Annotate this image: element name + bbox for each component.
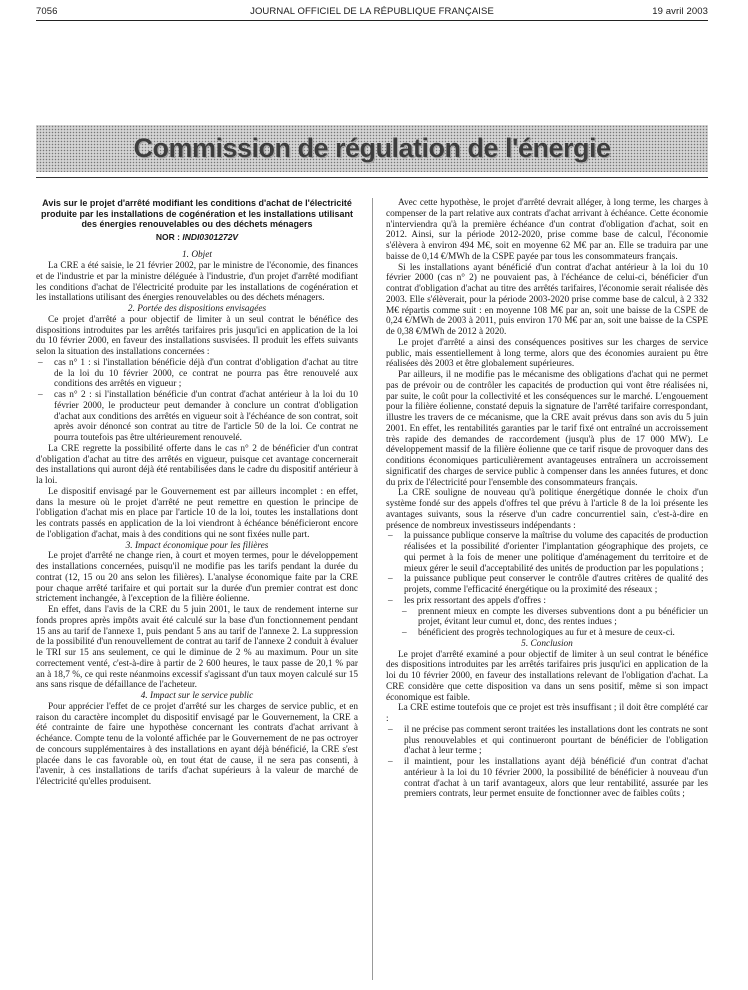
conclusion-list	[386, 725, 708, 800]
paragraph: La CRE souligne de nouveau qu'à politique énergétique donnée le choix d'un système fondé sur des appels d'offres tel que prévu à l'article 8 de la loi présente les avantages suivants, sous la réserve d'un cadre concurrentiel sain, c'est-à-dire en présence de nombreux investisseurs indépendants :	[386, 488, 708, 531]
list-item: – les prix ressortant des appels d'offres :	[388, 595, 546, 606]
list-item: – la puissance publique peut conserver le contrôle d'autres critères de qualité des projets, comme l'efficacité énergétique ou la proximité des réseaux ;	[388, 574, 708, 595]
page-number: 7056	[36, 6, 58, 17]
section-banner	[36, 125, 708, 172]
list-item: – cas n° 2 : si l'installation bénéficie d'un contrat d'achat antérieur à la loi du 10 février 2000, le producteur peut demander à conclure un contrat d'obligation d'achat aux conditions des arrêtés en vigueur soit à l'échéance de son contrat, soit après avoir dénoncé son contrat au titre de l'article 50 de la loi. Ce contrat ne pourra toutefois pas être ultérieurement renouvelé.	[38, 390, 358, 443]
list-item: – bénéficient des progrès technologiques au fur et à mesure de ceux-ci.	[402, 628, 675, 638]
list-item: – il ne précise pas comment seront traitées les installations dont les contrats ne sont plus renouvelables et qui continueront pourtant de bénéficier de l'obligation d'achat à leur terme ;	[388, 724, 708, 757]
paragraph: Si les installations ayant bénéficié d'un contrat d'achat antérieur à la loi du 10 février 2000 (cas n° 2) ne pouvaient pas, à l'échéance de celui-ci, bénéficier d'un contrat d'obligation d'achat au titre des arrêtés tarifaires, l'économie serait réalisée dès 2003. Elle s'élèverait, pour la période 2003-2020 prise comme base de calcul, à 2 332 M€ répartis comme suit : en moyenne 108 M€ par an, soit une baisse de la CSPE de 0,24 €/MWh de 2003 à 2011, puis environ 170 M€ par an, soit une baisse de la CSPE de 0,38 €/MWh de 2012 à 2020.	[386, 262, 708, 337]
banner-rule	[36, 177, 708, 178]
case-list	[36, 358, 358, 444]
paragraph: Le projet d'arrêté a ainsi des conséquences positives sur les charges de service public, mais essentiellement à long terme, alors que des économies auraient pu être réalisées dès 2003 et être globalement supérieures.	[386, 337, 708, 370]
paragraph: La CRE regrette la possibilité offerte dans le cas n° 2 de bénéficier d'un contrat d'obligation d'achat au titre des arrêtés en vigueur, puisque cet avantage concernerait des installations qui auront déjà été rentabilisées dans le cadre du dispositif antérieur à la loi.	[36, 443, 358, 486]
banner-title: Commission de régulation de l'énergie	[133, 133, 611, 163]
advantages-list	[386, 531, 708, 606]
paragraph: Pour apprécier l'effet de ce projet d'arrêté sur les charges de service public, et en raison du caractère incomplet du dispositif envisagé par le Gouvernement, la CRE a été contrainte de faire une hypothèse concernant les contrats d'achat arrivant à échéance. Compte tenu de la volonté affichée par le Gouvernement de ne pas octroyer de concours supplémentaires à des installations en ayant déjà bénéficié, la CRE s'est placée dans le cas favorable où, en tout état de cause, il ne sera pas consenti, à l'avenir, à ces installations de tarifs d'achat supérieurs à la valeur de marché de l'électricité qu'elles produisent.	[36, 701, 358, 787]
article-title: Avis sur le projet d'arrêté modifiant les conditions d'achat de l'électricité produite par les installations de cogénération et les installations utilisant des énergies renouvelables ou des déchets ménagers	[40, 198, 354, 229]
left-column	[36, 198, 358, 983]
paragraph: En effet, dans l'avis de la CRE du 5 juin 2001, le taux de rendement interne sur fonds propres après impôts avait été calculé sur la base d'un fonctionnement pendant 15 ans au tarif de l'annexe 1, puis pendant 5 ans au tarif de l'annexe 2. La suppression de la possibilité d'un renouvellement de contrat au tarif de l'annexe 2 conduit à évaluer le TRI sur 15 ans seulement, ce qui le diminue de 2 % au maximum. Pour un site correctement venté, c'est-à-dire à partir de 2 600 heures, le taux passe de 20,1 % par an à 18,7 %, ce qui reste néanmoins excessif s'agissant d'un taux moyen calculé sur 15 ans sans risque de défaillance de l'acheteur.	[36, 605, 358, 691]
paragraph: La CRE a été saisie, le 21 février 2002, par le ministre de l'économie, des finances et de l'industrie et par la ministre déléguée à l'industrie, d'un projet d'arrêté modifiant les conditions d'achat de l'électricité produite par les installations de cogénération et les installations utilisant des énergies renouvelables ou des déchets ménagers.	[36, 261, 358, 304]
paragraph: Le dispositif envisagé par le Gouvernement est par ailleurs incomplet : en effet, dans la mesure où le projet d'arrêté ne peut remettre en question le principe de l'obligation d'achat mis en place par l'article 10 de la loi, toutes les installations dont les contrats passés en application de la loi viendront à échéance bénéficieront encore de l'obligation d'achat, mais à des conditions qui ne sont fixées nulle part.	[36, 486, 358, 540]
paragraph: Le projet d'arrêté ne change rien, à court et moyen termes, pour le développement des installations concernées, puisqu'il ne modifie pas les tarifs pendant la durée du contrat (12, 15 ou 20 ans selon les filières). L'analyse économique faite par la CRE pour chaque arrêté tarifaire et qui portait sur la durée d'un premier contrat est donc strictement inchangée, à l'exception de la filière éolienne.	[36, 551, 358, 605]
column-divider	[372, 198, 373, 980]
section-2-title: 2. Portée des dispositions envisagées	[127, 304, 267, 314]
paragraph: Avec cette hypothèse, le projet d'arrêté devrait alléger, à long terme, les charges à compenser de la part relative aux contrats d'achat arrivant à échéance. Cette économie n'interviendra qu'à la première échéance d'un contrat d'obligation d'achat, soit en 2012. Ainsi, sur la période 2012-2020, prise comme base de calcul, l'économie s'élèvera à environ 494 M€, soit en moyenne 62 M€ par an. Elle se traduira par une baisse de 0,14 €/MWh de la CSPE payée par tous les consommateurs français.	[386, 198, 708, 262]
right-column	[386, 198, 708, 983]
section-5-title: 5. Conclusion	[521, 638, 573, 649]
price-sublist	[386, 607, 708, 639]
paragraph: La CRE estime toutefois que ce projet est très insuffisant ; il doit être complété car :	[386, 703, 708, 724]
section-4-title: 4. Impact sur le service public	[140, 691, 254, 701]
paragraph: Ce projet d'arrêté a pour objectif de limiter à un seul contrat le bénéfice des dispositions introduites par les arrêtés tarifaires pris jusqu'ici en application de la loi du 10 février 2000, en faveur des installations susvisées. Il produit les effets suivants selon la situation des installations concernées :	[36, 314, 358, 357]
list-item: – il maintient, pour les installations ayant déjà bénéficié d'un contrat d'achat antérieur à la loi du 10 février 2000, la possibilité de bénéficier à nouveau d'un contrat d'achat à un tarif avantageux, alors que leur rentabilité, assurée par les premiers contrats, leur permet ensuite de fonctionner avec de faibles coûts ;	[388, 757, 708, 800]
nor-code: INDI0301272V	[182, 231, 239, 242]
section-1-title: 1. Objet	[182, 250, 212, 261]
paragraph: Par ailleurs, il ne modifie pas le mécanisme des obligations d'achat qui ne permet pas de prévoir ou de contrôler les capacités de production qui vont être réalisées ni, par suite, le coût pour la collectivité et les conséquences sur le marché. L'engouement pour la filière éolienne, constaté depuis la signature de l'arrêté tarifaire correspondant, illustre les travers de ce mécanisme, que la CRE avait prévus dans son avis du 5 juin 2001. En effet, les rentabilités garanties par le tarif fixé ont entraîné un accroissement très rapide des demandes de raccordement (jusqu'à plus de 17 000 MW). Le développement massif de la filière éolienne que ce tarif risque de provoquer dans des conditions économiques particulièrement avantageuses entraînera un accroissement significatif des charges de service public à compenser dans les années futures, et donc du prix de l'électricité pour l'ensemble des consommateurs français.	[386, 370, 708, 488]
issue-date: 19 avril 2003	[652, 6, 708, 17]
section-3-title: 3. Impact économique pour les filières	[125, 540, 269, 551]
list-item: – la puissance publique conserve la maîtrise du volume des capacités de production réalisées et la possibilité d'orienter l'implantation géographique des projets, ce qui permet à la fois de mener une politique d'aménagement du territoire et de mieux gérer le seuil d'acceptabilité des unités de production par les populations ;	[388, 531, 708, 574]
header-rule	[36, 20, 708, 21]
paragraph: Le projet d'arrêté examiné a pour objectif de limiter à un seul contrat le bénéfice des dispositions introduites par les arrêtés tarifaires pris jusqu'ici en application de la loi du 10 février 2000, en faveur des installations relevant de l'obligation d'achat. La CRE considère que cette disposition va dans un sens positif, même si son impact économique est faible.	[386, 649, 708, 703]
list-item: – prennent mieux en compte les diverses subventions dont a pu bénéficier un projet, évitant leur cumul et, donc, des rentes indues ;	[402, 606, 708, 628]
list-item: – cas n° 1 : si l'installation bénéficie déjà d'un contrat d'obligation d'achat au titre de la loi du 10 février 2000, ce contrat ne pourra pas être renouvelé aux conditions des arrêtés en vigueur ;	[38, 357, 358, 390]
journal-title: JOURNAL OFFICIEL DE LA RÉPUBLIQUE FRANÇAISE	[250, 6, 494, 17]
nor-reference	[36, 232, 358, 243]
nor-label: NOR :	[155, 231, 180, 242]
